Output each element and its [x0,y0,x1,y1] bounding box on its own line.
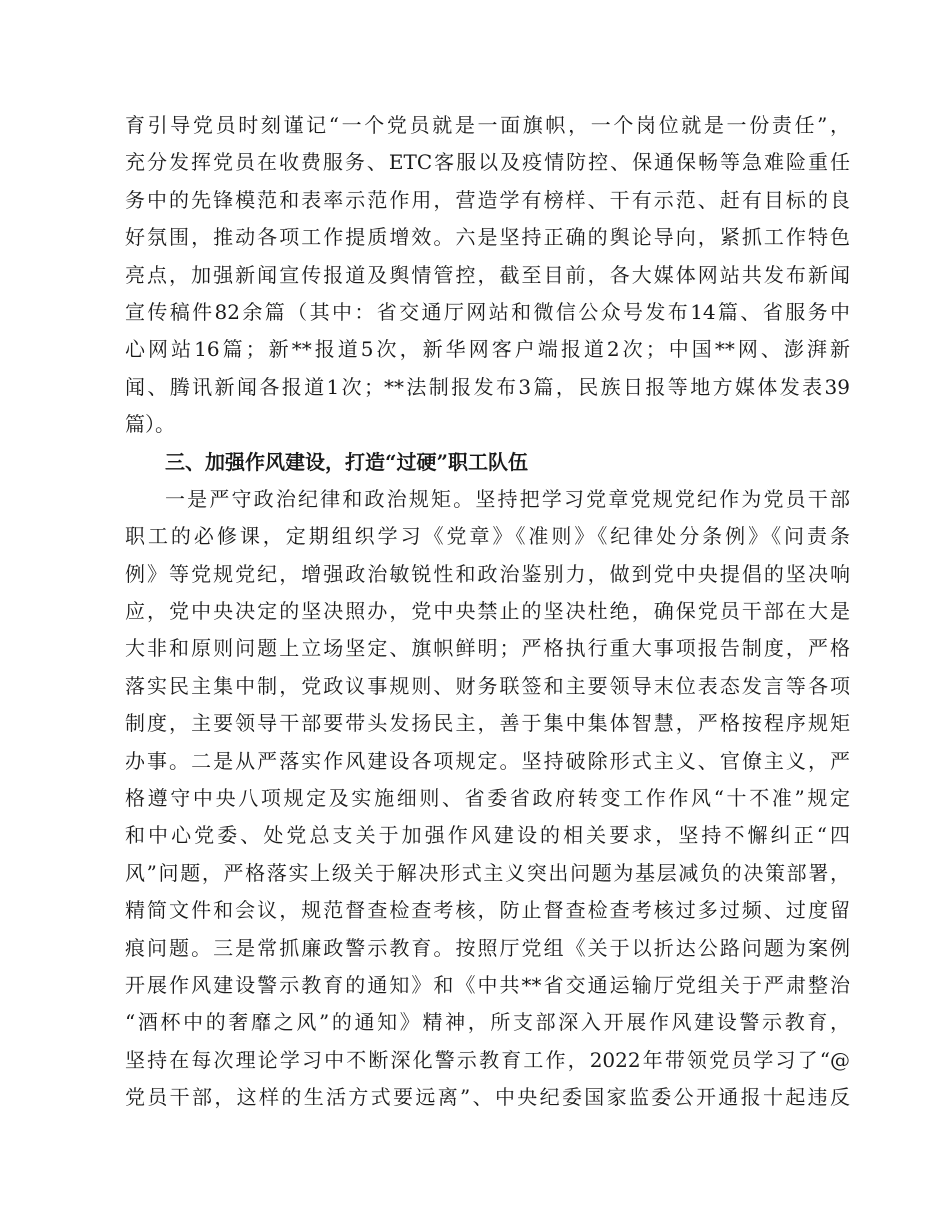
paragraph-line: 篇）。 [125,412,175,437]
paragraph-line: 心网站16篇；新**报道5次，新华网客户端报道2次；中国**网、澎湃新 [125,337,850,362]
paragraph-line: 大非和原则问题上立场坚定、旗帜鲜明；严格执行重大事项报告制度，严格 [125,636,850,661]
paragraph-line: 风”问题，严格落实上级关于解决形式主义突出问题为基层减负的决策部署， [125,860,850,885]
paragraph-line: 精简文件和会议，规范督查检查考核，防止督查检查考核过多过频、过度留 [125,898,850,923]
section-heading: 三、加强作风建设，打造“过硬”职工队伍 [165,449,529,474]
paragraph-line: 办事。二是从严落实作风建设各项规定。坚持破除形式主义、官僚主义，严 [125,748,850,773]
paragraph-line: 坚持在每次理论学习中不断深化警示教育工作，2022年带领党员学习了“@ [125,1047,850,1072]
paragraph-line: 痕问题。三是常抓廉政警示教育。按照厅党组《关于以折达公路问题为案例 [125,935,850,960]
document-body [125,107,850,1117]
paragraph-line: 格遵守中央八项规定及实施细则、省委省政府转变工作作风“十不准”规定 [125,786,850,811]
paragraph-line: 例》等党规党纪，增强政治敏锐性和政治鉴别力，做到党中央提倡的坚决响 [125,561,850,586]
paragraph-line: 务中的先锋模范和表率示范作用，营造学有榜样、干有示范、赶有目标的良 [125,187,850,212]
paragraph-line: 好氛围，推动各项工作提质增效。六是坚持正确的舆论导向，紧抓工作特色 [125,225,850,250]
paragraph-line: 一是严守政治纪律和政治规矩。坚持把学习党章党规党纪作为党员干部 [165,486,850,511]
paragraph-line: 职工的必修课，定期组织学习《党章》《准则》《纪律处分条例》《问责条 [125,524,850,549]
paragraph-line: 育引导党员时刻谨记“一个党员就是一面旗帜，一个岗位就是一份责任”， [125,113,850,137]
paragraph-line: 宣传稿件82余篇（其中：省交通厅网站和微信公众号发布14篇、省服务中 [125,299,850,324]
paragraph-line: 充分发挥党员在收费服务、ETC客服以及疫情防控、保通保畅等急难险重任 [125,150,850,175]
paragraph-line: 开展作风建设警示教育的通知》和《中共**省交通运输厅党组关于严肃整治 [125,972,850,997]
paragraph-line: “酒杯中的奢靡之风”的通知》精神，所支部深入开展作风建设警示教育， [125,1010,850,1035]
paragraph-line: 闻、腾讯新闻各报道1次；**法制报发布3篇，民族日报等地方媒体发表39 [125,374,850,399]
paragraph-line: 党员干部，这样的生活方式要远离”、中央纪委国家监委公开通报十起违反 [125,1085,850,1110]
paragraph-line: 落实民主集中制，党政议事规则、财务联签和主要领导末位表态发言等各项 [125,673,850,698]
paragraph-line: 制度，主要领导干部要带头发扬民主，善于集中集体智慧，严格按程序规矩 [125,711,850,736]
paragraph-line: 应，党中央决定的坚决照办，党中央禁止的坚决杜绝，确保党员干部在大是 [125,599,850,624]
paragraph-line: 亮点，加强新闻宣传报道及舆情管控，截至目前，各大媒体网站共发布新闻 [125,262,850,287]
paragraph-line: 和中心党委、处党总支关于加强作风建设的相关要求，坚持不懈纠正“四 [125,823,850,848]
